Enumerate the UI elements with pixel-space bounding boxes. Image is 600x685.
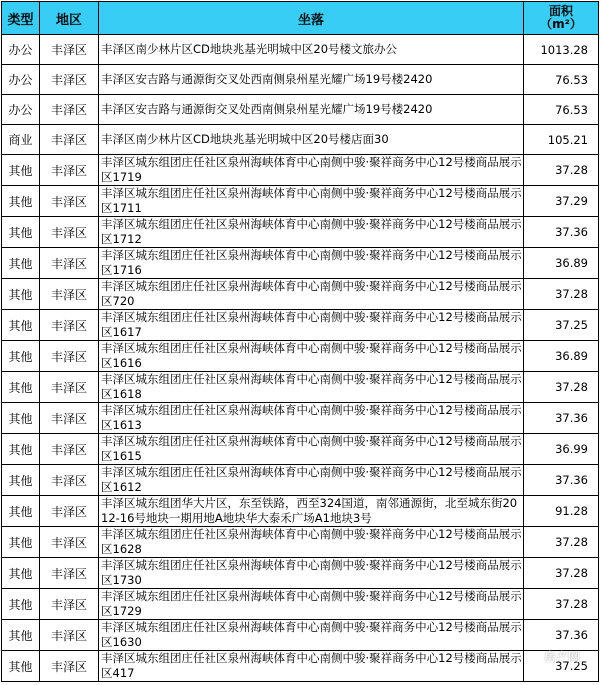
cell-district: 丰泽区 bbox=[40, 496, 99, 527]
cell-area: 105.21 bbox=[524, 125, 599, 155]
header-area bbox=[524, 2, 599, 35]
cell-type: 其他 bbox=[2, 620, 40, 651]
cell-type: 其他 bbox=[2, 465, 40, 496]
table-header-row bbox=[2, 2, 599, 35]
table-row bbox=[2, 310, 599, 341]
table-row bbox=[2, 155, 599, 186]
cell-location: 丰泽区城东组团庄任社区泉州海峡体育中心南侧中骏·聚祥商务中心12号楼商品展示区417 bbox=[99, 651, 524, 682]
cell-district: 丰泽区 bbox=[40, 248, 99, 279]
table-row bbox=[2, 248, 599, 279]
cell-location: 丰泽区城东组团庄任社区泉州海峡体育中心南侧中骏·聚祥商务中心12号楼商品展示区1711 bbox=[99, 186, 524, 217]
cell-type: 其他 bbox=[2, 527, 40, 558]
cell-area: 37.28 bbox=[524, 372, 599, 403]
cell-district: 丰泽区 bbox=[40, 217, 99, 248]
cell-location: 丰泽区城东组团庄任社区泉州海峡体育中心南侧中骏·聚祥商务中心12号楼商品展示区1719 bbox=[99, 155, 524, 186]
cell-location: 丰泽区城东组团庄任社区泉州海峡体育中心南侧中骏·聚祥商务中心12号楼商品展示区1628 bbox=[99, 527, 524, 558]
cell-type: 其他 bbox=[2, 558, 40, 589]
header-district: 地区 bbox=[40, 2, 99, 35]
cell-area: 37.28 bbox=[524, 589, 599, 620]
cell-type: 其他 bbox=[2, 217, 40, 248]
table-row bbox=[2, 279, 599, 310]
cell-district: 丰泽区 bbox=[40, 434, 99, 465]
cell-type: 办公 bbox=[2, 65, 40, 95]
cell-type: 其他 bbox=[2, 496, 40, 527]
cell-district: 丰泽区 bbox=[40, 527, 99, 558]
cell-type: 其他 bbox=[2, 248, 40, 279]
cell-location: 丰泽区南少林片区CD地块兆基光明城中区20号楼店面30 bbox=[99, 125, 524, 155]
cell-district: 丰泽区 bbox=[40, 125, 99, 155]
cell-location: 丰泽区南少林片区CD地块兆基光明城中区20号楼文旅办公 bbox=[99, 35, 524, 65]
cell-district: 丰泽区 bbox=[40, 186, 99, 217]
cell-location: 丰泽区城东组团庄任社区泉州海峡体育中心南侧中骏·聚祥商务中心12号楼商品展示区1617 bbox=[99, 310, 524, 341]
cell-district: 丰泽区 bbox=[40, 651, 99, 682]
table-row bbox=[2, 65, 599, 95]
cell-district: 丰泽区 bbox=[40, 155, 99, 186]
cell-type: 其他 bbox=[2, 434, 40, 465]
cell-area: 37.28 bbox=[524, 527, 599, 558]
cell-district: 丰泽区 bbox=[40, 558, 99, 589]
cell-type: 其他 bbox=[2, 155, 40, 186]
cell-district: 丰泽区 bbox=[40, 403, 99, 434]
header-area-unit: （m²） bbox=[540, 17, 582, 31]
cell-district: 丰泽区 bbox=[40, 589, 99, 620]
table-row bbox=[2, 589, 599, 620]
cell-location: 丰泽区城东组团庄任社区泉州海峡体育中心南侧中骏·聚祥商务中心12号楼商品展示区1712 bbox=[99, 217, 524, 248]
cell-area: 37.28 bbox=[524, 279, 599, 310]
cell-type: 其他 bbox=[2, 279, 40, 310]
cell-area: 37.29 bbox=[524, 186, 599, 217]
table-row bbox=[2, 496, 599, 527]
cell-area: 91.28 bbox=[524, 496, 599, 527]
cell-area: 76.53 bbox=[524, 65, 599, 95]
cell-type: 其他 bbox=[2, 341, 40, 372]
table-body bbox=[2, 35, 599, 682]
cell-area: 37.36 bbox=[524, 217, 599, 248]
cell-district: 丰泽区 bbox=[40, 279, 99, 310]
cell-location: 丰泽区城东组团庄任社区泉州海峡体育中心南侧中骏·聚祥商务中心12号楼商品展示区1616 bbox=[99, 341, 524, 372]
table-row bbox=[2, 372, 599, 403]
table-row bbox=[2, 527, 599, 558]
cell-location: 丰泽区城东组团华大片区，东至铁路，西至324国道，南邻通源街，北至城东街2012-16号地块一期用地A地块华大泰禾广场A1地块3号 bbox=[99, 496, 524, 527]
cell-district: 丰泽区 bbox=[40, 372, 99, 403]
cell-type: 其他 bbox=[2, 651, 40, 682]
cell-area: 37.36 bbox=[524, 465, 599, 496]
table-row bbox=[2, 403, 599, 434]
cell-district: 丰泽区 bbox=[40, 65, 99, 95]
cell-type: 商业 bbox=[2, 125, 40, 155]
table-row bbox=[2, 434, 599, 465]
header-area-label: 面积 bbox=[548, 4, 573, 18]
cell-type: 其他 bbox=[2, 403, 40, 434]
cell-type: 其他 bbox=[2, 310, 40, 341]
header-location: 坐落 bbox=[99, 2, 524, 35]
cell-location: 丰泽区安吉路与通源街交叉处西南侧泉州星光耀广场19号楼2420 bbox=[99, 65, 524, 95]
cell-type: 办公 bbox=[2, 95, 40, 125]
cell-location: 丰泽区城东组团庄任社区泉州海峡体育中心南侧中骏·聚祥商务中心12号楼商品展示区720 bbox=[99, 279, 524, 310]
cell-area: 76.53 bbox=[524, 95, 599, 125]
cell-district: 丰泽区 bbox=[40, 465, 99, 496]
cell-area: 1013.28 bbox=[524, 35, 599, 65]
cell-district: 丰泽区 bbox=[40, 95, 99, 125]
cell-location: 丰泽区城东组团庄任社区泉州海峡体育中心南侧中骏·聚祥商务中心12号楼商品展示区1615 bbox=[99, 434, 524, 465]
cell-location: 丰泽区城东组团庄任社区泉州海峡体育中心南侧中骏·聚祥商务中心12号楼商品展示区1729 bbox=[99, 589, 524, 620]
table-row bbox=[2, 341, 599, 372]
cell-area: 36.89 bbox=[524, 248, 599, 279]
table-row bbox=[2, 465, 599, 496]
cell-type: 办公 bbox=[2, 35, 40, 65]
cell-area: 36.99 bbox=[524, 434, 599, 465]
cell-location: 丰泽区安吉路与通源街交叉处西南侧泉州星光耀广场19号楼2420 bbox=[99, 95, 524, 125]
cell-type: 其他 bbox=[2, 589, 40, 620]
table-row bbox=[2, 35, 599, 65]
cell-location: 丰泽区城东组团庄任社区泉州海峡体育中心南侧中骏·聚祥商务中心12号楼商品展示区1612 bbox=[99, 465, 524, 496]
cell-location: 丰泽区城东组团庄任社区泉州海峡体育中心南侧中骏·聚祥商务中心12号楼商品展示区1716 bbox=[99, 248, 524, 279]
watermark: 房产网 bbox=[543, 650, 580, 664]
table-row bbox=[2, 186, 599, 217]
cell-location: 丰泽区城东组团庄任社区泉州海峡体育中心南侧中骏·聚祥商务中心12号楼商品展示区1618 bbox=[99, 372, 524, 403]
cell-type: 其他 bbox=[2, 186, 40, 217]
cell-area: 37.28 bbox=[524, 155, 599, 186]
table-row bbox=[2, 95, 599, 125]
cell-location: 丰泽区城东组团庄任社区泉州海峡体育中心南侧中骏·聚祥商务中心12号楼商品展示区1730 bbox=[99, 558, 524, 589]
cell-area: 37.25 bbox=[524, 310, 599, 341]
table-row bbox=[2, 125, 599, 155]
cell-area: 37.25 bbox=[524, 651, 599, 682]
cell-district: 丰泽区 bbox=[40, 35, 99, 65]
table-row bbox=[2, 217, 599, 248]
cell-area: 36.89 bbox=[524, 341, 599, 372]
table-row bbox=[2, 558, 599, 589]
cell-district: 丰泽区 bbox=[40, 310, 99, 341]
cell-district: 丰泽区 bbox=[40, 341, 99, 372]
cell-area: 37.36 bbox=[524, 620, 599, 651]
table-row bbox=[2, 651, 599, 682]
cell-location: 丰泽区城东组团庄任社区泉州海峡体育中心南侧中骏·聚祥商务中心12号楼商品展示区1630 bbox=[99, 620, 524, 651]
property-table bbox=[1, 1, 599, 682]
cell-area: 37.28 bbox=[524, 558, 599, 589]
cell-location: 丰泽区城东组团庄任社区泉州海峡体育中心南侧中骏·聚祥商务中心12号楼商品展示区1613 bbox=[99, 403, 524, 434]
cell-type: 其他 bbox=[2, 372, 40, 403]
cell-district: 丰泽区 bbox=[40, 620, 99, 651]
header-type: 类型 bbox=[2, 2, 40, 35]
table-row bbox=[2, 620, 599, 651]
cell-area: 37.36 bbox=[524, 403, 599, 434]
